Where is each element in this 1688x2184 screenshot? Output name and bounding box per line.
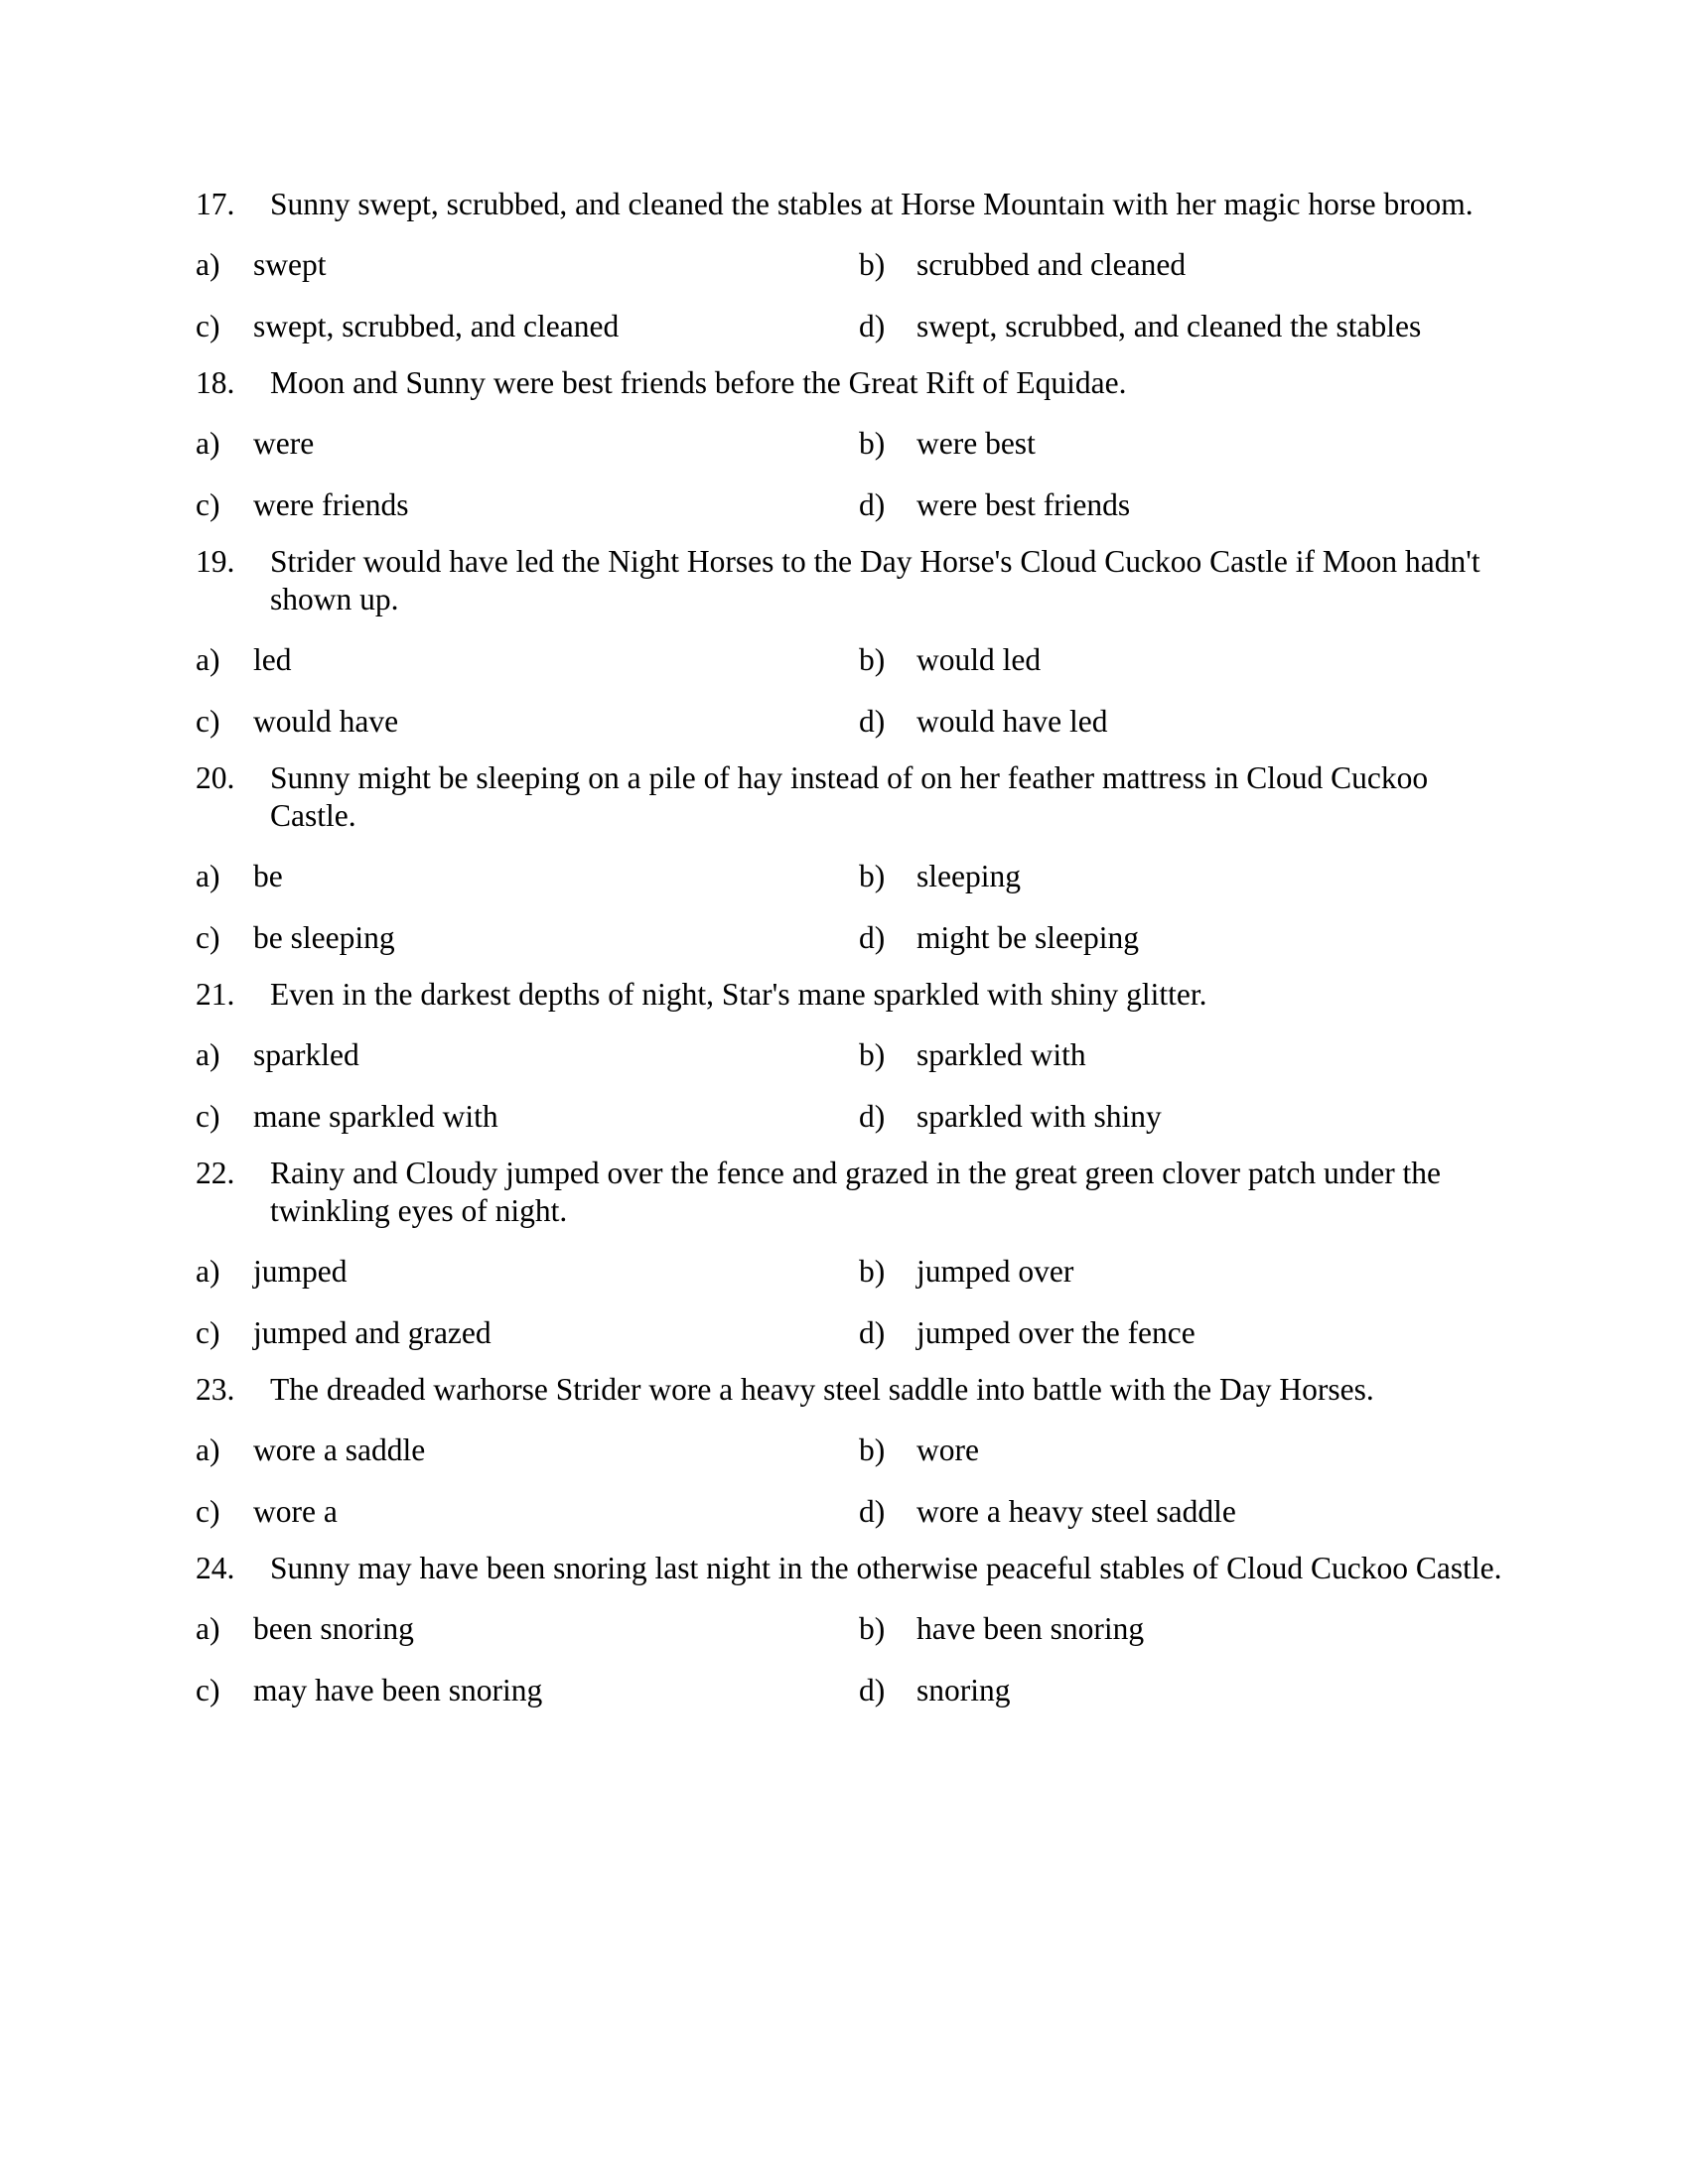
choice-text: jumped and grazed [253, 1315, 492, 1350]
choice-row [196, 1097, 1506, 1137]
question-19 [196, 543, 1506, 742]
choice-row [196, 1431, 1506, 1470]
question-stem [196, 543, 1506, 618]
choice-text: sparkled with shiny [916, 1099, 1162, 1134]
choice-letter: c) [196, 1494, 220, 1529]
choice-text: were [253, 426, 315, 461]
choice-d [859, 918, 1494, 958]
choice-letter: b) [859, 859, 886, 893]
choice-letter: c) [196, 1099, 220, 1134]
question-number: 17. [196, 187, 235, 221]
choice-row [196, 1492, 1506, 1532]
choice-a [196, 640, 859, 680]
choice-d [859, 1313, 1494, 1353]
choice-b [859, 857, 1494, 896]
choice-text: would have led [916, 704, 1108, 739]
choice-letter: a) [196, 1611, 220, 1646]
choice-row [196, 1671, 1506, 1710]
question-text: Sunny may have been snoring last night in the otherwise peaceful stables of Cloud Cuckoo Castle. [270, 1551, 1502, 1585]
question-text: Strider would have led the Night Horses to the Day Horse's Cloud Cuckoo Castle if Moon hadn't shown up. [270, 544, 1480, 616]
choice-text: led [253, 642, 292, 677]
choice-text: mane sparkled with [253, 1099, 498, 1134]
question-24 [196, 1550, 1506, 1710]
choice-d [859, 485, 1494, 525]
choice-row [196, 1252, 1506, 1292]
choice-c [196, 1671, 859, 1710]
choice-text: been snoring [253, 1611, 414, 1646]
choice-b [859, 1609, 1494, 1649]
choice-letter: b) [859, 426, 886, 461]
choice-b [859, 1035, 1494, 1075]
choice-letter: b) [859, 1254, 886, 1289]
question-stem [196, 1155, 1506, 1230]
choice-letter: a) [196, 1254, 220, 1289]
choice-b [859, 1252, 1494, 1292]
choice-d [859, 307, 1494, 346]
choice-c [196, 307, 859, 346]
choice-letter: b) [859, 1433, 886, 1467]
question-stem [196, 976, 1506, 1014]
question-number: 22. [196, 1156, 235, 1190]
question-17 [196, 186, 1506, 346]
choice-row [196, 1609, 1506, 1649]
choice-letter: a) [196, 1037, 220, 1072]
choice-text: would led [916, 642, 1042, 677]
choice-text: jumped over [916, 1254, 1074, 1289]
choice-letter: b) [859, 642, 886, 677]
choice-letter: c) [196, 704, 220, 739]
question-text: The dreaded warhorse Strider wore a heavy steel saddle into battle with the Day Horses. [270, 1372, 1374, 1407]
question-text: Sunny swept, scrubbed, and cleaned the stables at Horse Mountain with her magic horse broom. [270, 187, 1474, 221]
choice-c [196, 1492, 859, 1532]
question-list [196, 186, 1506, 1728]
choice-text: swept, scrubbed, and cleaned the stables [916, 309, 1422, 343]
choice-letter: b) [859, 1611, 886, 1646]
choice-letter: d) [859, 704, 886, 739]
choice-text: jumped over the fence [916, 1315, 1196, 1350]
choice-text: be sleeping [253, 920, 395, 955]
choice-text: wore a heavy steel saddle [916, 1494, 1236, 1529]
choice-text: wore [916, 1433, 979, 1467]
question-text: Sunny might be sleeping on a pile of hay instead of on her feather mattress in Cloud Cuckoo Castle. [270, 760, 1429, 833]
question-stem [196, 364, 1506, 402]
question-number: 20. [196, 760, 235, 795]
question-stem [196, 1371, 1506, 1409]
choice-row [196, 918, 1506, 958]
choice-b [859, 424, 1494, 464]
choice-letter: b) [859, 247, 886, 282]
choice-row [196, 857, 1506, 896]
choice-text: were best [916, 426, 1036, 461]
choice-c [196, 485, 859, 525]
choice-text: snoring [916, 1673, 1011, 1707]
choice-text: swept, scrubbed, and cleaned [253, 309, 620, 343]
question-text: Moon and Sunny were best friends before the Great Rift of Equidae. [270, 365, 1127, 400]
choice-d [859, 702, 1494, 742]
choice-letter: a) [196, 426, 220, 461]
choice-row [196, 640, 1506, 680]
choice-a [196, 424, 859, 464]
choice-row [196, 424, 1506, 464]
choice-letter: d) [859, 1315, 886, 1350]
choice-letter: a) [196, 859, 220, 893]
choice-b [859, 640, 1494, 680]
choice-letter: c) [196, 1673, 220, 1707]
choice-letter: c) [196, 1315, 220, 1350]
question-text: Even in the darkest depths of night, Star's mane sparkled with shiny glitter. [270, 977, 1207, 1012]
choice-c [196, 1097, 859, 1137]
question-22 [196, 1155, 1506, 1353]
choice-letter: d) [859, 487, 886, 522]
choice-letter: c) [196, 920, 220, 955]
choice-letter: d) [859, 1099, 886, 1134]
question-stem [196, 1550, 1506, 1587]
choice-letter: a) [196, 642, 220, 677]
question-21 [196, 976, 1506, 1137]
choice-text: sleeping [916, 859, 1021, 893]
choice-row [196, 1035, 1506, 1075]
choice-letter: b) [859, 1037, 886, 1072]
choice-a [196, 1252, 859, 1292]
choice-text: were best friends [916, 487, 1131, 522]
choice-letter: c) [196, 487, 220, 522]
choice-a [196, 1609, 859, 1649]
choice-letter: a) [196, 247, 220, 282]
choice-b [859, 245, 1494, 285]
choice-letter: c) [196, 309, 220, 343]
choice-text: sparkled with [916, 1037, 1086, 1072]
choice-text: may have been snoring [253, 1673, 543, 1707]
question-number: 23. [196, 1372, 235, 1407]
question-18 [196, 364, 1506, 525]
question-stem [196, 759, 1506, 835]
choice-text: were friends [253, 487, 409, 522]
choice-row [196, 1313, 1506, 1353]
question-text: Rainy and Cloudy jumped over the fence and grazed in the great green clover patch under the twinkling eyes of night. [270, 1156, 1442, 1228]
choice-a [196, 1035, 859, 1075]
choice-c [196, 702, 859, 742]
choice-text: would have [253, 704, 399, 739]
choice-a [196, 245, 859, 285]
choice-text: have been snoring [916, 1611, 1145, 1646]
choice-letter: d) [859, 1673, 886, 1707]
choice-letter: a) [196, 1433, 220, 1467]
choice-letter: d) [859, 309, 886, 343]
choice-text: wore a [253, 1494, 338, 1529]
question-20 [196, 759, 1506, 958]
question-number: 19. [196, 544, 235, 579]
choice-c [196, 1313, 859, 1353]
choice-row [196, 702, 1506, 742]
choice-a [196, 857, 859, 896]
choice-d [859, 1671, 1494, 1710]
choice-c [196, 918, 859, 958]
question-number: 18. [196, 365, 235, 400]
question-number: 21. [196, 977, 235, 1012]
choice-text: wore a saddle [253, 1433, 426, 1467]
choice-text: be [253, 859, 283, 893]
choice-row [196, 307, 1506, 346]
choice-text: jumped [253, 1254, 348, 1289]
choice-text: sparkled [253, 1037, 359, 1072]
question-number: 24. [196, 1551, 235, 1585]
choice-row [196, 485, 1506, 525]
choice-a [196, 1431, 859, 1470]
choice-text: might be sleeping [916, 920, 1139, 955]
choice-b [859, 1431, 1494, 1470]
choice-text: swept [253, 247, 327, 282]
choice-d [859, 1097, 1494, 1137]
question-stem [196, 186, 1506, 223]
choice-letter: d) [859, 1494, 886, 1529]
choice-text: scrubbed and cleaned [916, 247, 1187, 282]
choice-d [859, 1492, 1494, 1532]
question-23 [196, 1371, 1506, 1532]
choice-row [196, 245, 1506, 285]
choice-letter: d) [859, 920, 886, 955]
